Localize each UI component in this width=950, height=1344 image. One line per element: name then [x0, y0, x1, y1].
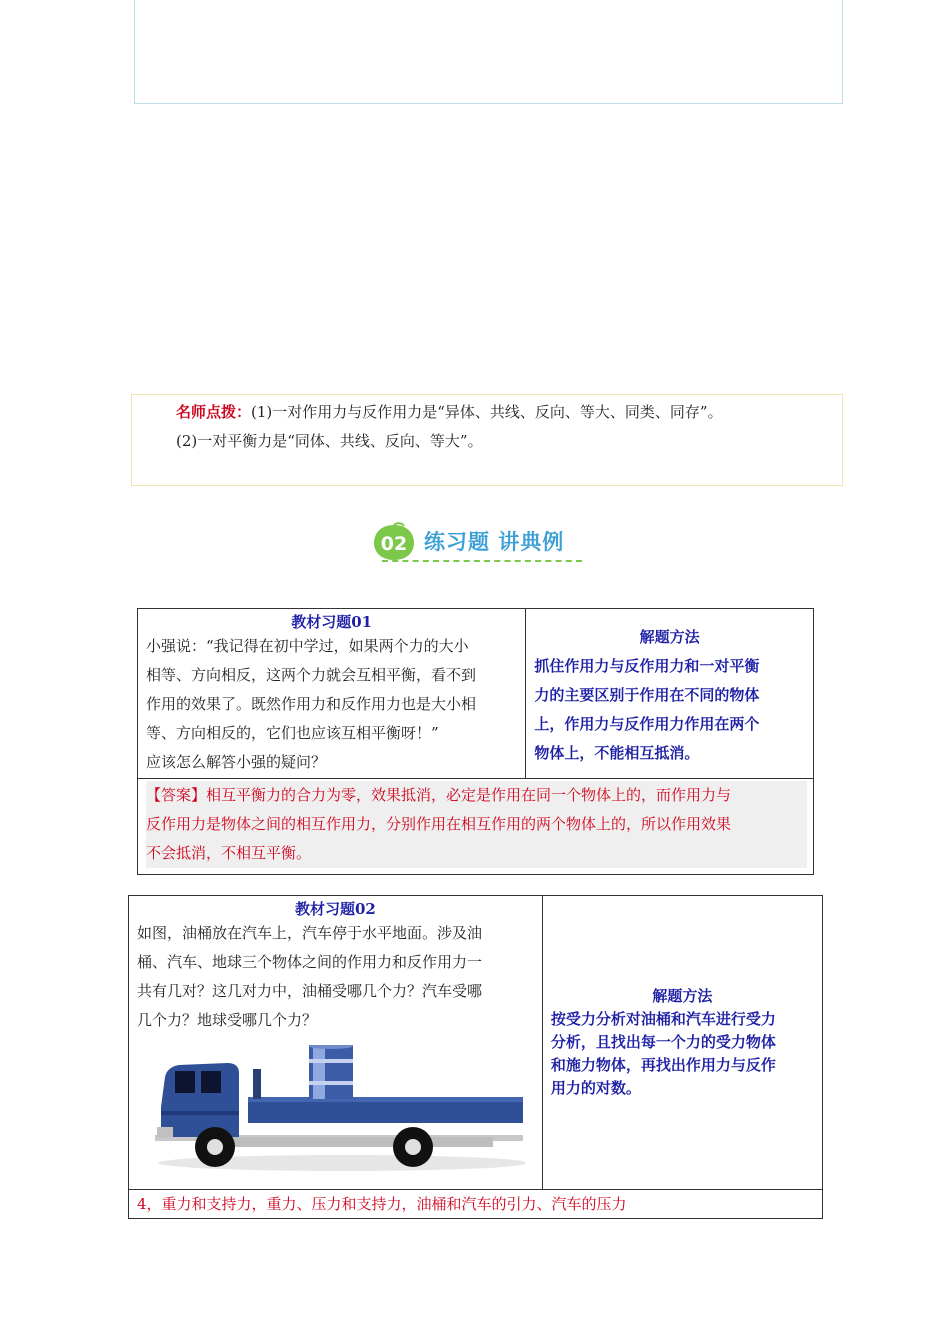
exercise-1-method-title: 解题方法	[639, 628, 700, 646]
exercise-1-question	[138, 632, 525, 777]
exercise-1-question-cell	[138, 609, 526, 779]
oil-drum	[309, 1045, 353, 1099]
teacher-tip-box	[131, 394, 843, 486]
answer-line: 【答案】相互平衡力的合力为零，效果抵消，必定是作用在同一个物体上的，而作用力与	[146, 786, 732, 804]
section-underline	[382, 560, 582, 562]
section-number-badge-icon	[372, 522, 416, 562]
exercise-1-method-cell	[526, 609, 814, 779]
tip-line-1	[176, 398, 842, 427]
exercise-2-method-title: 解题方法	[652, 987, 713, 1005]
method-line: 按受力分析对油桶和汽车进行受力	[550, 1010, 776, 1028]
exercise-2-title: 教材习题02	[294, 900, 376, 918]
section-title: 练习题 讲典例	[424, 530, 565, 554]
rear-wheel	[393, 1127, 433, 1167]
exercise-2-table	[128, 895, 823, 1219]
exercise-2-question-cell	[129, 896, 543, 1190]
tip-line-2: (2)一对平衡力是“同体、共线、反向、等大”。	[176, 432, 483, 450]
method-line: 和施力物体，再找出作用力与反作	[550, 1056, 776, 1074]
answer-line: 反作用力是物体之间的相互作用力，分别作用在相互作用的两个物体上的，所以作用效果	[146, 815, 732, 833]
exercise-1-answer	[146, 781, 807, 868]
exercise-1-table	[137, 608, 814, 875]
exercise-2-answer-cell	[129, 1190, 823, 1219]
exercise-1-title: 教材习题01	[291, 613, 373, 631]
question-line: 如图，油桶放在汽车上，汽车停于水平地面。涉及油	[137, 924, 483, 942]
exercise-2-method-cell	[542, 896, 822, 1190]
truck-with-oil-drum-illustration	[153, 1045, 525, 1175]
exercise-1-answer-cell	[138, 779, 814, 875]
question-line: 等、方向相反的，它们也应该互相平衡呀！”	[146, 724, 439, 742]
question-line: 桶、汽车、地球三个物体之间的作用力和反作用力一	[137, 953, 483, 971]
question-line: 应该怎么解答小强的疑问？	[146, 753, 327, 771]
question-line: 作用的效果了。既然作用力和反作用力也是大小相	[146, 695, 477, 713]
method-line: 物体上，不能相互抵消。	[534, 744, 700, 762]
section-header	[372, 522, 584, 568]
top-content-box	[134, 0, 843, 104]
exercise-2-question	[129, 919, 542, 1035]
section-number: 02	[380, 533, 408, 555]
exercise-2-method-body	[551, 1008, 814, 1100]
tip-text-1: (1)一对作用力与反作用力是“异体、共线、反向、等大、同类、同存”。	[251, 403, 723, 421]
method-line: 抓住作用力与反作用力和一对平衡	[534, 657, 760, 675]
method-line: 上，作用力与反作用力作用在两个	[534, 715, 760, 733]
method-line: 用力的对数。	[550, 1079, 641, 1097]
answer-line: 不会抵消，不相互平衡。	[146, 844, 312, 862]
exercise-2-answer: 4，重力和支持力，重力、压力和支持力，油桶和汽车的引力、汽车的压力	[137, 1195, 627, 1213]
front-wheel	[195, 1127, 235, 1167]
question-line: 相等、方向相反，这两个力就会互相平衡，看不到	[146, 666, 477, 684]
method-line: 力的主要区别于作用在不同的物体	[534, 686, 760, 704]
exercise-1-method-body	[534, 652, 805, 768]
question-line: 共有几对？这几对力中，油桶受哪几个力？汽车受哪	[137, 982, 483, 1000]
question-line: 小强说：“我记得在初中学过，如果两个力的大小	[146, 637, 469, 655]
method-line: 分析，且找出每一个力的受力物体	[550, 1033, 776, 1051]
question-line: 几个力？地球受哪几个力？	[137, 1011, 318, 1029]
tip-label: 名师点拨：	[176, 403, 252, 421]
